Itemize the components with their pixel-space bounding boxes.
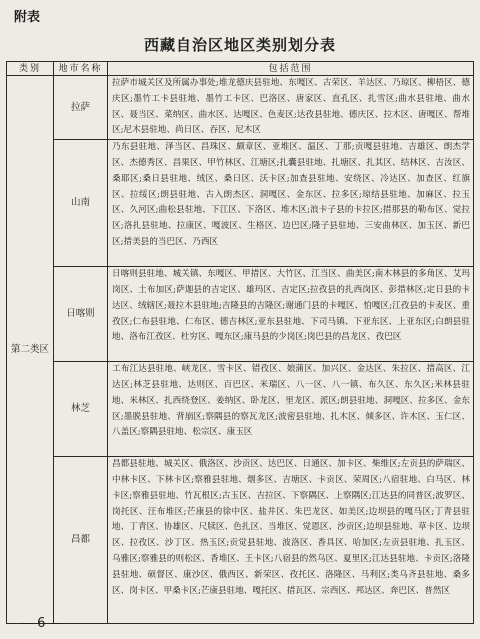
region-name: 日喀则	[54, 267, 108, 362]
table-row	[7, 457, 474, 624]
region-name: 拉萨	[54, 76, 108, 140]
table-row	[7, 140, 474, 267]
column-header-scope: 包括范围	[108, 62, 474, 76]
table-row	[7, 267, 474, 362]
category-cell: 第二类区	[7, 76, 54, 624]
appendix-label: 附表	[14, 10, 41, 25]
table-row	[7, 76, 474, 140]
region-classification-table	[6, 61, 474, 624]
document-title: 西藏自治区地区类别划分表	[143, 36, 336, 54]
table-header-row	[7, 62, 474, 76]
region-scope: 日喀则县驻地、城关镇、东嘎区、甲措区、大竹区、江当区、曲美区;南木林县的多角区、艾玛岗区、土布加区;萨迦县的吉定区、雄玛区、吉定区;拉孜县的扎西岗区、彭措林区;定日县的卡达区、绒辖区;聂拉木县驻地;吉隆县的吉隆区;谢通门县的卡嘎区、怕嘎区;江孜县的卡麦区、重孜区;仁布县驻地、仁布区、德吉林区;亚东县驻地、下司马镇、下亚东区、上亚东区;白朗县驻地、洛布江孜区、杜穷区、嘎东区;康马县的少岗区;岗巴县的昌龙区、孜巴区	[108, 267, 474, 362]
region-name: 林芝	[54, 362, 108, 457]
region-name: 山南	[54, 140, 108, 267]
table-row	[7, 362, 474, 457]
page-number: — 6 —	[20, 616, 63, 631]
region-scope: 拉萨市城关区及所属办事处;堆龙德庆县驻地、东嘎区、古荣区、羊达区、乃琼区、柳梧区、德庆区;墨竹工卡县驻地、墨竹工卡区、巴洛区、唐家区、直孔区、扎雪区;曲水县驻地、曲水区、聂当区、菜纳区、曲水区、达嘎区、色麦区;达孜县驻地、德庆区、拉木区、唐嘎区、帮堆区;尼木县驻地、尚日区、吞区、尼木区	[108, 76, 474, 140]
region-scope: 乃东县驻地、泽当区、昌珠区、颇章区、亚堆区、温区、丁那;贡嘎县驻地、吉雄区、朗杰学区、杰德秀区、昌果区、甲竹林区、江塘区;扎囊县驻地、扎塘区、扎其区、结林区、吉汝区、桑耶区;桑日县驻地、绒区、桑日区、沃卡区;加查县驻地、安绕区、冷达区、加查区、红旗区、拉绥区;朗县驻地、古入朗杰区、洞嘎区、金东区、拉多区;琼结县驻地、加麻区、拉玉区、久河区;曲松县驻地、下江区、下洛区、堆木区;浪卡子县的卡拉区;措那县的勒布区、觉拉区;洛扎县驻地、拉康区、嘎波区、生格区、边巴区;隆子县驻地、三安曲林区、加玉区、新巴区;措美县的当巴区、乃西区	[108, 140, 474, 267]
region-name: 昌都	[54, 457, 108, 624]
column-header-region: 地市名称	[54, 62, 108, 76]
region-scope: 工布江达县驻地、峡龙区、雪卡区、错孜区、娘蒲区、加兴区、金达区、朱拉区、措高区、江达区;林芝县驻地、达则区、百巴区、米瑞区、八一区、八一镇、布久区、东久区;米林县驻地、米林区、扎西绕登区、姜纳区、卧龙区、里龙区、派区;朗县驻地、洞嘎区、拉多区、金东区;墨脱县驻地、背崩区;察隅县的察瓦龙区;波密县驻地、扎木区、倾多区、许木区、玉仁区、八盖区;察隅县驻地、松宗区、康玉区	[108, 362, 474, 457]
column-header-category: 类别	[7, 62, 54, 76]
region-scope: 昌都县驻地、城关区、俄洛区、沙贡区、达巴区、日通区、加卡区、柴维区;左贡县的萨瑞区、中林卡区、下林卡区;察雅县驻地、烟多区、吉塘区、卡贡区、荣周区;八宿驻地、白马区、林卡区;察雅县驻地、竹瓦根区;古玉区、吉拉区、下察隅区、上察隅区;江达县的同普区;波罗区、岗托区、汪布堆区;芒康县的徐中区、盐井区、朱巴龙区、如美区;边坝县的嘎马区;丁青县驻地、丁青区、协雄区、尺牍区、色扎区、当堆区、觉恩区、沙贡区;边坝县驻地、草卡区、边坝区、拉孜区、沙丁区、热玉区;贡觉县驻地、波洛区、香具区、哈加区;左贡县驻地、扎玉区、乌雅区;察雅县的则松区、香堆区、王卡区;八宿县的然乌区、夏里区;江达县驻地、卡贡区;洛隆县驻地、硕督区、康沙区、俄西区、新荣区、孜托区、洛隆区、马利区;类乌齐县驻地、桑多区、岗卡区、甲桑卡区;芒康县驻地、嘎托区、措瓦区、宗西区、邦达区、奔巴区、普然区	[108, 457, 474, 624]
